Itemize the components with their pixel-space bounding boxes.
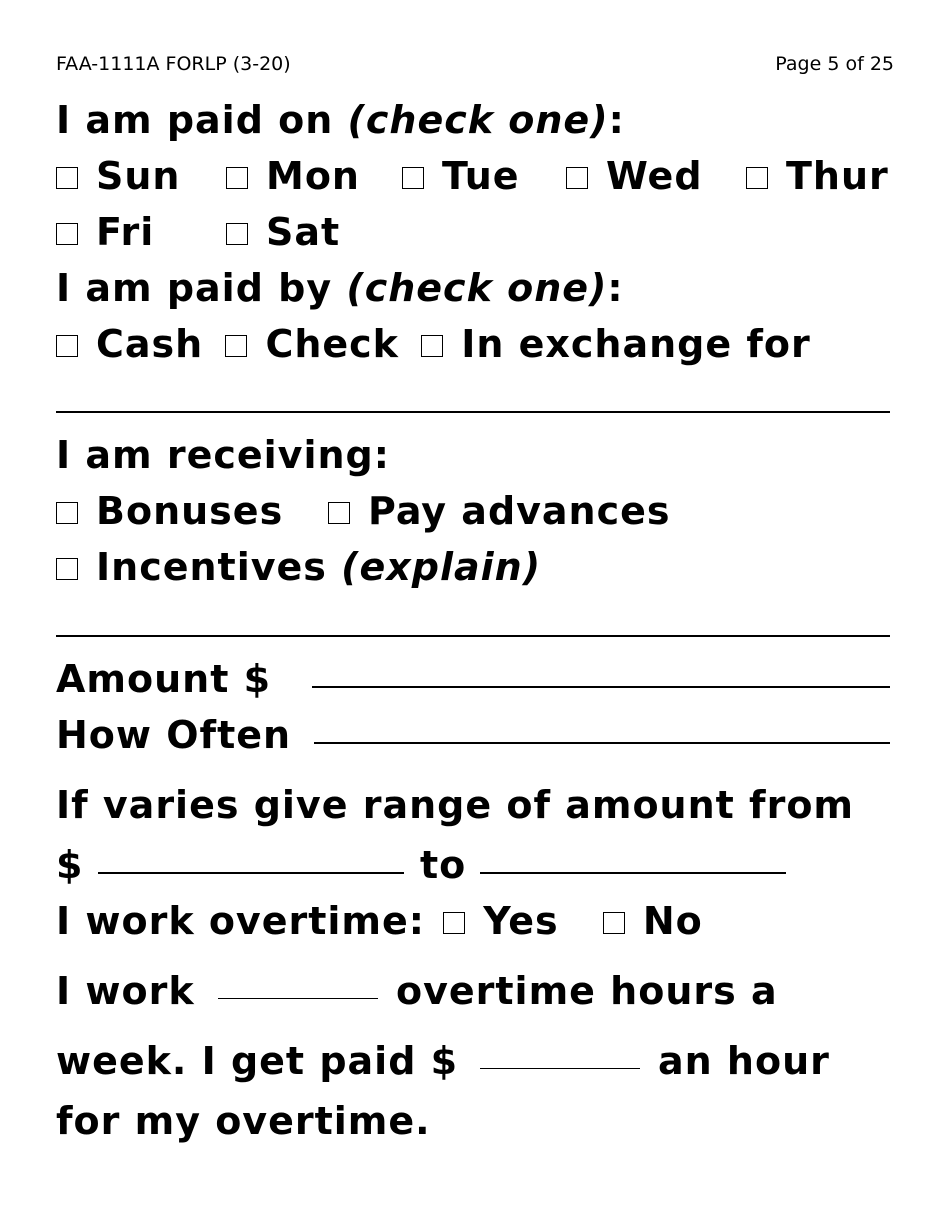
checkbox-fri[interactable]: [56, 223, 78, 245]
checkbox-exchange[interactable]: [421, 335, 443, 357]
range-from-field[interactable]: [98, 842, 404, 874]
checkbox-sun[interactable]: [56, 167, 78, 189]
receive-label-incentives: Incentives: [96, 545, 327, 589]
checkbox-overtime-no[interactable]: [603, 912, 625, 934]
overtime-hours-prefix: I work: [56, 969, 195, 1013]
amount-label: Amount $: [56, 657, 272, 701]
receiving-options-row-2: [56, 544, 541, 590]
pay-label-exchange: In exchange for: [461, 322, 811, 366]
range-heading: If varies give range of amount from: [56, 783, 855, 827]
range-to-field[interactable]: [480, 842, 786, 874]
form-id: FAA-1111A FORLP (3-20): [56, 53, 291, 75]
receive-option-bonuses[interactable]: [56, 488, 283, 534]
paid-by-label: I am paid by: [56, 266, 333, 310]
overtime-label-yes: Yes: [483, 899, 559, 943]
checkbox-thur[interactable]: [746, 167, 768, 189]
paid-on-hint: (check one): [347, 98, 609, 142]
day-option-sat[interactable]: [226, 209, 340, 255]
day-label-fri: Fri: [96, 210, 155, 254]
overtime-label: I work overtime:: [56, 899, 425, 943]
checkbox-bonuses[interactable]: [56, 502, 78, 524]
overtime-pay-prefix: week. I get paid $: [56, 1039, 459, 1083]
overtime-option-no[interactable]: [603, 898, 703, 944]
day-option-fri[interactable]: [56, 209, 154, 255]
checkbox-pay-advances[interactable]: [328, 502, 350, 524]
overtime-hours-row: [56, 968, 890, 1014]
amount-field[interactable]: [312, 656, 890, 688]
overtime-closing: for my overtime.: [56, 1099, 431, 1143]
range-dollar-sign: $: [56, 843, 84, 887]
day-option-thur[interactable]: [746, 153, 889, 199]
pay-option-cash[interactable]: [56, 321, 203, 367]
day-label-thur: Thur: [786, 154, 889, 198]
checkbox-check[interactable]: [225, 335, 247, 357]
overtime-pay-suffix: an hour: [658, 1039, 830, 1083]
day-label-sat: Sat: [266, 210, 341, 254]
paid-by-heading: [56, 265, 624, 311]
checkbox-wed[interactable]: [566, 167, 588, 189]
paid-by-hint: (check one): [346, 266, 608, 310]
day-label-wed: Wed: [606, 154, 703, 198]
how-often-label: How Often: [56, 713, 292, 757]
overtime-option-yes[interactable]: [443, 898, 558, 944]
overtime-row: [56, 898, 703, 944]
day-label-sun: Sun: [96, 154, 181, 198]
range-to-label: to: [420, 843, 467, 887]
incentives-explain-blank[interactable]: [56, 635, 890, 637]
pay-option-exchange[interactable]: [421, 321, 811, 367]
overtime-hours-suffix: overtime hours a: [396, 969, 778, 1013]
receive-label-pay-advances: Pay advances: [368, 489, 671, 533]
checkbox-sat[interactable]: [226, 223, 248, 245]
overtime-label-no: No: [642, 899, 703, 943]
day-option-mon[interactable]: [226, 153, 360, 199]
how-often-row: [56, 712, 890, 758]
overtime-pay-row: [56, 1038, 890, 1084]
receive-option-pay-advances[interactable]: [328, 488, 671, 534]
page-number: Page 5 of 25: [775, 53, 894, 75]
checkbox-mon[interactable]: [226, 167, 248, 189]
checkbox-tue[interactable]: [402, 167, 424, 189]
range-row: [56, 842, 890, 888]
receiving-heading: I am receiving:: [56, 433, 390, 477]
exchange-for-blank[interactable]: [56, 411, 890, 413]
day-label-tue: Tue: [442, 154, 520, 198]
how-often-field[interactable]: [314, 712, 890, 744]
day-option-sun[interactable]: [56, 153, 180, 199]
day-option-wed[interactable]: [566, 153, 703, 199]
day-option-tue[interactable]: [402, 153, 520, 199]
overtime-pay-field[interactable]: [480, 1038, 640, 1069]
paid-on-label: I am paid on: [56, 98, 334, 142]
checkbox-incentives[interactable]: [56, 558, 78, 580]
paid-on-heading: [56, 97, 625, 143]
overtime-hours-field[interactable]: [218, 968, 378, 999]
pay-label-check: Check: [265, 322, 399, 366]
day-label-mon: Mon: [266, 154, 360, 198]
checkbox-overtime-yes[interactable]: [443, 912, 465, 934]
paid-by-options: [56, 321, 811, 367]
receiving-options-row-1: [56, 488, 671, 534]
pay-label-cash: Cash: [96, 322, 204, 366]
incentives-hint: (explain): [341, 545, 542, 589]
amount-row: [56, 656, 890, 702]
receive-option-incentives[interactable]: [56, 544, 541, 590]
receive-label-bonuses: Bonuses: [96, 489, 284, 533]
paid-on-colon: :: [608, 98, 625, 142]
checkbox-cash[interactable]: [56, 335, 78, 357]
paid-by-colon: :: [607, 266, 624, 310]
pay-option-check[interactable]: [225, 321, 399, 367]
